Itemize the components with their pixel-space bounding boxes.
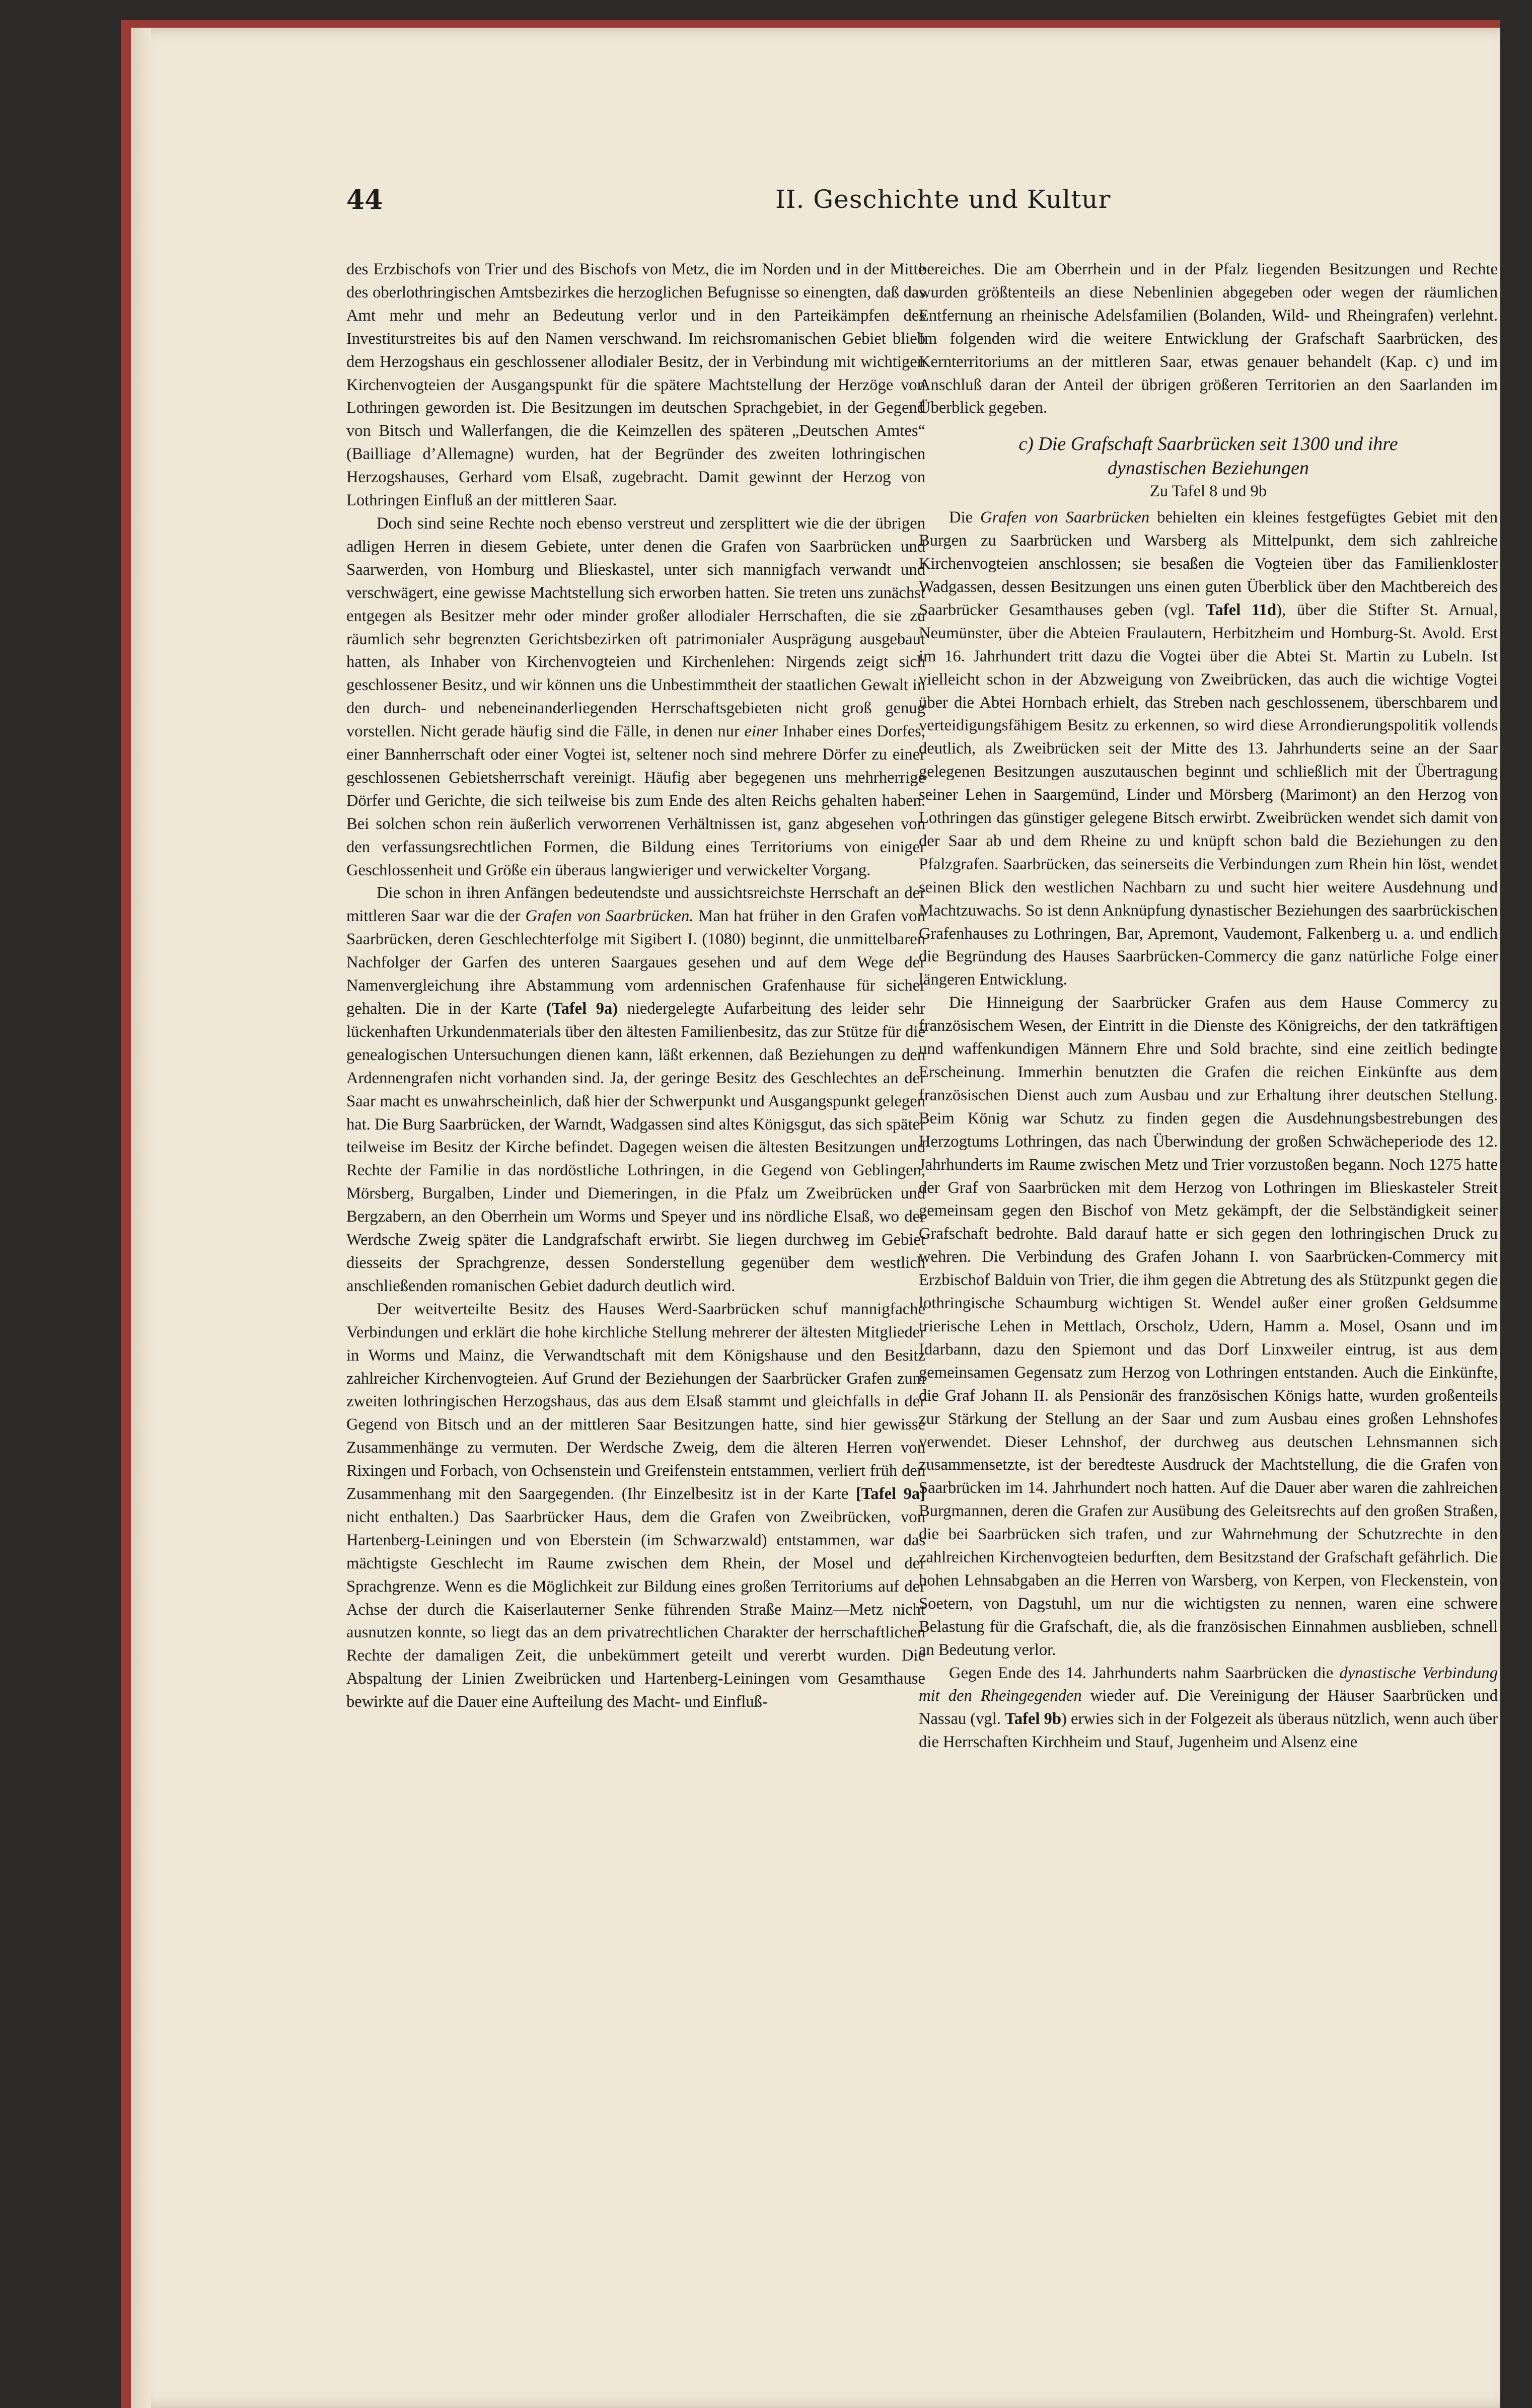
- plate-reference: Tafel 11d: [1205, 600, 1277, 619]
- paragraph: des Erzbischofs von Trier und des Bischofs von Metz, die im Norden und in der Mitte des oberlothringischen Amtsbezirkes die herzoglichen Befugnisse so einengten, daß das Amt mehr und mehr an Bedeutung verlor und in den Parteikämpfen des Investiturstreites bis auf den Namen verschwand. Im reichsromanischen Gebiet blieb dem Herzogshaus ein geschlossener allodialer Besitz, der in Verbindung mit wichtigen Kirchenvogteien der Ausgangspunkt für die spätere Machtstellung der Herzöge von Lothringen geworden ist. Die Besitzungen im deutschen Sprachgebiet, in der Gegend von Bitsch und Wallerfangen, die die Keimzellen des späteren „Deutschen Amtes“ (Bailliage d’Allemagne) wurden, hat der Begründer des zweiten lothringischen Herzogshauses, Gerhard vom Elsaß, zugebracht. Damit gewinnt der Herzog von Lothringen Einfluß an der mittleren Saar.: [346, 260, 925, 510]
- page-header: [131, 185, 1500, 240]
- plate-reference: (Tafel 9a): [546, 1000, 618, 1018]
- plate-reference: [Tafel 9a]: [855, 1485, 925, 1503]
- book-page: [131, 28, 1500, 2408]
- paragraph: Die Hinneigung der Saarbrücker Grafen aus dem Hause Commercy zu französischem Wesen, der Eintritt in die Dienste des Königreichs, der den tatkräftigen und waffenkundigen Männern Ehre und Sold brachte, sind eine zeitlich bedingte Erscheinung. Immerhin benutzten die Grafen die reichen Einkünfte aus dem französischen Dienst auch zum Ausbau und zur Erhaltung ihrer deutschen Stellung. Beim König war Schutz zu finden gegen die Ausdehnungsbestrebungen des Herzogtums Lothringen, das nach Überwindung der großen Schwächeperiode des 12. Jahrhunderts im Raume zwischen Metz und Trier vorzustoßen begann. Noch 1275 hatte der Graf von Saarbrücken mit dem Herzog von Lothringen im Blieskasteler Streit gemeinsam gegen den Bischof von Metz gekämpft, der die Selbständigkeit seiner Grafschaft bedrohte. Bald darauf hatte er sich gegen den lothringischen Druck zu wehren. Die Verbindung des Grafen Johann I. von Saarbrücken-Commercy mit Erzbischof Balduin von Trier, die ihm gegen die Abtretung des als Stützpunkt gegen die lothringische Schaumburg wichtigen St. Wendel außer einer großen Geldsumme trierische Lehen in Mettlach, Orscholz, Udern, Hamm a. Mosel, Osann und im Idarbann, dazu den Spiemont und das Dorf Linxweiler eintrug, ist aus dem gemeinsamen Gegensatz zum Herzog von Lothringen entstanden. Auch die Einkünfte, die Graf Johann II. als Pensionär des französischen Königs hatte, wurden großenteils zur Stärkung der Stellung an der Saar und zum Ausbau eines großen Lehnshofes verwendet. Dieser Lehnshof, der durchweg aus deutschen Lehnsmannen sich zusammensetzte, ist der beredteste Ausdruck der Machtstellung, die die Grafen von Saarbrücken im 14. Jahrhundert noch hatten. Auf die Dauer aber waren die zahlreichen Burgmannen, deren die Grafen zur Ausübung des Geleitsrechts auf den großen Straßen, die bei Saarbrücken sich trafen, und zur Wahrnehmung der Schutzrechte in den zahlreichen Kirchenvogteien bedurften, dem Besitzstand der Grafschaft gefährlich. Die hohen Lehnsabgaben an die Herren von Warsberg, von Kerpen, von Fleckenstein, von Soetern, von Dagstuhl, um nur die wichtigsten zu nennen, waren eine schwere Belastung für die Grafschaft, die, als die französischen Einnahmen ausblieben, schnell an Bedeutung verlor.: [919, 994, 1498, 1659]
- page-number: 44: [346, 185, 383, 215]
- running-head: II. Geschichte und Kultur: [775, 185, 1111, 214]
- page-gutter: [131, 28, 151, 2408]
- right-column: [919, 258, 1498, 1754]
- paragraph: Die Grafen von Saarbrücken behielten ein kleines festgefügtes Gebiet mit den Burgen zu Saarbrücken und Warsberg als Mittelpunkt, dem sich zahlreiche Kirchenvogteien anschlossen; sie besaßen die Vogteien über das Familienkloster Wadgassen, dessen Besitzungen uns einen guten Überblick über den Machtbereich des Saarbrücker Gesamthauses geben (vgl. Tafel 11d), über die Stifter St. Arnual, Neumünster, über die Abteien Fraulautern, Herbitzheim und Homburg-St. Avold. Erst im 16. Jahrhundert tritt dazu die Vogtei über die Abtei St. Martin zu Lubeln. Ist vielleicht schon in der Abzweigung von Zweibrücken, das auch die wichtige Vogtei über die Abtei Hornbach erhielt, das Streben nach geschlossenem, überschbarem und verteidigungsfähigem Besitz zu erkennen, so wird diese Arrondierungspolitik vollends deutlich, als Zweibrücken seit der Mitte des 13. Jahrhunderts seine an der Saar gelegenen Besitzungen auszutauschen beginnt und schließlich mit der Übertragung seiner Lehen in Saargemünd, Linder und Mörsberg (Marimont) an den Herzog von Lothringen das günstiger gelegene Bitsch erwirbt. Zweibrücken wendet sich damit von der Saar ab und dem Rheine zu und knüpft schon bald die Beziehungen zu den Pfalzgrafen. Saarbrücken, das seinerseits die Verbindungen zum Rhein hin löst, wendet seinen Blick den westlichen Nachbarn zu und sucht hier weitere Ausdehnung und Machtzuwachs. So ist denn Anknüpfung dynastischer Beziehungen des saarbrückischen Grafenhauses zu Lothringen, Bar, Apremont, Vaudemont, Falkenberg u. a. und endlich die Begründung des Hauses Saarbrücken-Commercy die ganz natürliche Folge einer längeren Entwicklung.: [919, 508, 1498, 989]
- section-heading: c) Die Grafschaft Saarbrücken seit 1300 und ihre dynastischen Beziehungen: [1018, 433, 1398, 479]
- emphasis: Grafen von Saarbrücken.: [525, 907, 694, 926]
- paragraph: bereiches. Die am Oberrhein und in der Pfalz liegenden Besitzungen und Rechte wurden größtenteils an diese Nebenlinien abgegeben oder wegen der räumlichen Entfernung an rheinische Adelsfamilien (Bolanden, Wild- und Rheingrafen) verlehnt. Im folgenden wird die weitere Entwicklung der Grafschaft Saarbrücken, des Kernterritoriums an der mittleren Saar, etwas genauer behandelt (Kap. c) und im Anschluß daran der Anteil der übrigen größeren Territorien an den Saarlanden im Überblick gegeben.: [919, 260, 1498, 417]
- left-column: [346, 258, 925, 1714]
- emphasis: einer: [744, 722, 778, 741]
- emphasis: Grafen von Saarbrücken: [980, 508, 1150, 527]
- section-subheading: Zu Tafel 8 und 9b: [1149, 482, 1267, 501]
- paragraph: Die schon in ihren Anfängen bedeutendste und aussichtsreichste Herrschaft an der mittleren Saar war die der Grafen von Saarbrücken. Man hat früher in den Grafen von Saarbrücken, deren Geschlechterfolge mit Sigibert I. (1080) beginnt, die unmittelbaren Nachfolger der Garfen des unteren Saargaues gesehen und auf dem Wege der Namenvergleichung ihre Abstammung vom ardennischen Grafenhause für sicher gehalten. Die in der Karte (Tafel 9a) niedergelegte Aufarbeitung des leider sehr lückenhaften Urkundenmaterials über den ältesten Familienbesitz, das zur Stütze für die genealogischen Untersuchungen dienen kann, läßt erkennen, daß Beziehungen zu den Ardennengrafen nicht vorhanden sind. Ja, der geringe Besitz des Geschlechtes an der Saar macht es unwahrscheinlich, daß hier der Schwerpunkt und Ausgangspunkt gelegen hat. Die Burg Saarbrücken, der Warndt, Wadgassen sind altes Königsgut, das sich später teilweise im Besitz der Kirche befindet. Dagegen weisen die ältesten Besitzungen und Rechte der Familie in das nordöstliche Lothringen, in die Gegend von Geblingen, Mörsberg, Burgalben, Linder und Diemeringen, in die Pfalz um Zweibrücken und Bergzabern, an den Oberrhein um Worms und Speyer und ins nördliche Elsaß, wo der Werdsche Zweig später die Landgrafschaft erwirbt. Sie liegen durchweg im Gebiet diesseits der Sprachgrenze, dessen Sonderstellung gegenüber dem westlich anschließenden romanischen Gebiet dadurch deutlich wird.: [346, 884, 925, 1295]
- paragraph: Doch sind seine Rechte noch ebenso verstreut und zersplittert wie die der übrigen adligen Herren in diesem Gebiete, unter denen die Grafen von Saarbrücken und Saarwerden, von Homburg und Blieskastel, unter sich mannigfach verwandt und verschwägert, eine gewisse Machtstellung sich erworben hatten. Sie treten uns zunächst entgegen als Besitzer mehr oder minder großer allodialer Herrschaften, die sie zu räumlich sehr begrenzten Gerichtsbezirken oft patrimonialer Ausprägung ausgebaut hatten, als Inhaber von Kirchenvogteien und Kirchenlehen: Nirgends zeigt sich geschlossener Besitz, und wir können uns die Unbestimmtheit der staatlichen Gewalt in den durch- und nebeneinanderliegenden Herrschaftsgebieten nicht groß genug vorstellen. Nicht gerade häufig sind die Fälle, in denen nur einer Inhaber eines Dorfes, einer Bannherrschaft oder einer Vogtei ist, seltener noch sind mehrere Dörfer zu einer geschlossenen Gebietsherrschaft vereinigt. Häufig aber begegenen uns mehrherrige Dörfer und Gerichte, die sich teilweise bis zum Ende des alten Reichs gehalten haben. Bei solchen schon rein äußerlich verworrenen Verhältnissen ist, ganz abgesehen von den verfassungsrechtlichen Formen, die Bildung eines Territoriums von einiger Geschlossenheit und Größe ein überaus langwieriger und verwickelter Vorgang.: [346, 514, 925, 879]
- emphasis: dynastische Verbindung mit den Rheingegenden: [919, 1664, 1498, 1705]
- plate-reference: Tafel 9b: [1005, 1710, 1062, 1728]
- paragraph: Gegen Ende des 14. Jahrhunderts nahm Saarbrücken die dynastische Verbindung mit den Rheingegenden wieder auf. Die Vereinigung der Häuser Saarbrücken und Nassau (vgl. Tafel 9b) erwies sich in der Folgezeit als überaus nützlich, wenn auch über die Herrschaften Kirchheim und Stauf, Jugenheim und Alsenz eine: [919, 1664, 1498, 1752]
- paragraph: Der weitverteilte Besitz des Hauses Werd-Saarbrücken schuf mannigfache Verbindungen und erklärt die hohe kirchliche Stellung mehrerer der ältesten Mitglieder in Worms und Mainz, die Verwandtschaft mit dem Königshause und den Besitz zahlreicher Kirchenvogteien. Auf Grund der Beziehungen der Saarbrücker Grafen zum zweiten lothringischen Herzogshaus, das aus dem Elsaß stammt und gleichfalls in der Gegend von Bitsch und an der mittleren Saar Besitzungen hatte, sind hier gewisse Zusammenhänge zu vermuten. Der Werdsche Zweig, dem die älteren Herren von Rixingen und Forbach, von Ochsenstein und Greifenstein entstammen, verliert früh den Zusammenhang mit den Saargegenden. (Ihr Einzelbesitz ist in der Karte [Tafel 9a] nicht enthalten.) Das Saarbrücker Haus, dem die Grafen von Zweibrücken, von Hartenberg-Leiningen und von Eberstein (im Schwarzwald) entstammen, war das mächtigste Geschlecht im Raume zwischen dem Rhein, der Mosel und der Sprachgrenze. Wenn es die Möglichkeit zur Bildung eines großen Territoriums auf der Achse der durch die Kaiserlauterner Senke führenden Straße Mainz—Metz nicht ausnutzen konnte, so liegt das an dem privatrechtlichen Charakter der herrschaftlichen Rechte der damaligen Zeit, die unbekümmert geteilt und vererbt wurden. Die Abspaltung der Linien Zweibrücken und Hartenberg-Leiningen vom Gesamthause bewirkte auf die Dauer eine Aufteilung des Macht- und Einfluß-: [346, 1300, 925, 1711]
